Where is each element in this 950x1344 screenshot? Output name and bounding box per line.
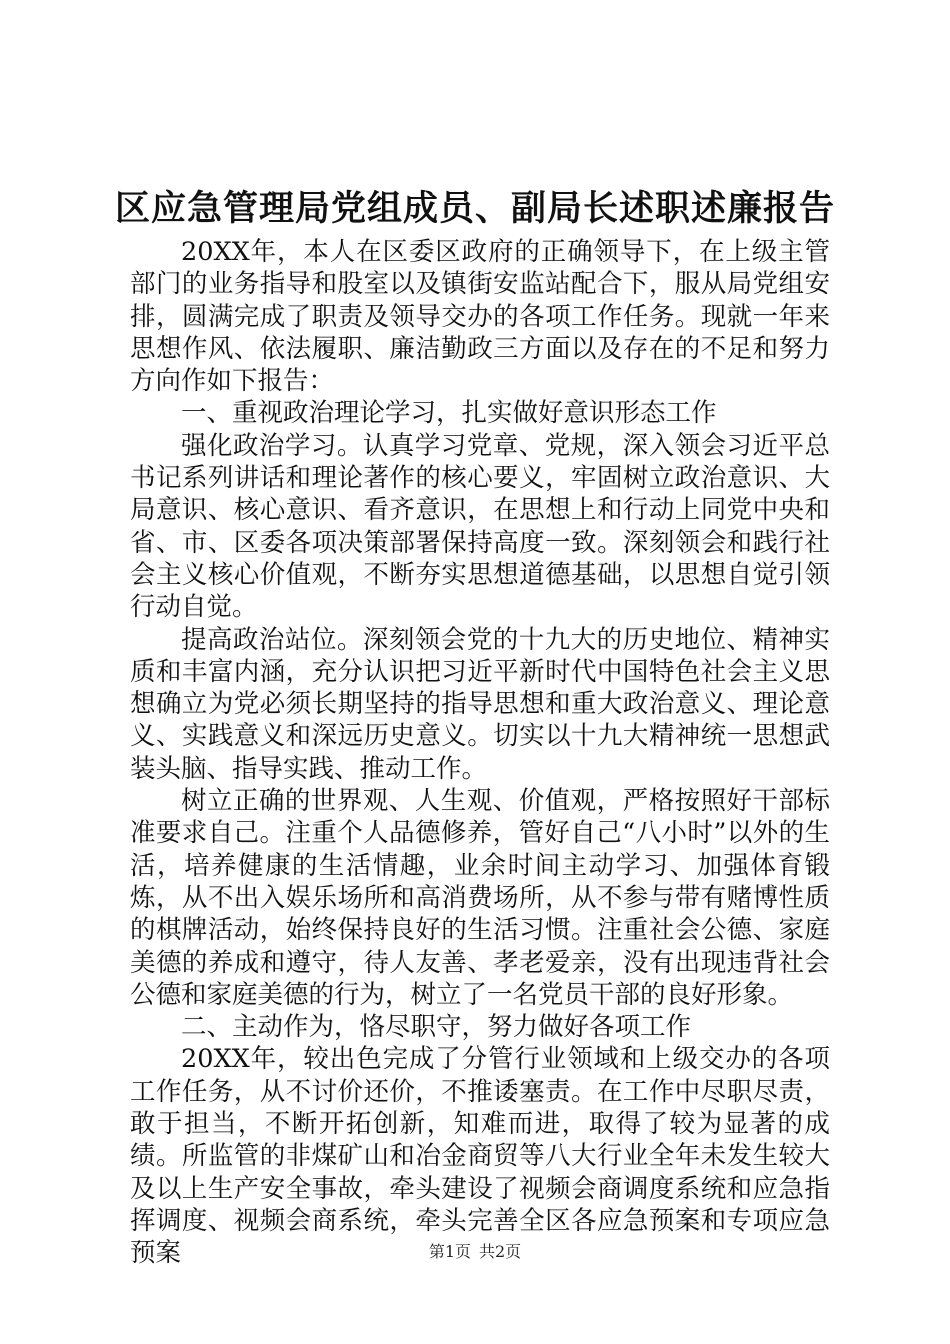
paragraph-work-summary: 20XX年，较出色完成了分管行业领域和上级交办的各项工作任务，从不讨价还价，不推诿塞责。在工作中尽职尽责，敢于担当，不断开拓创新，知难而进，取得了较为显著的成绩。所监管的非煤矿山和冶金商贸等八大行业全年未发生较大及以上生产安全事故，牵头建设了视频会商调度系统和应急指挥调度、视频会商系统，牵头完善全区各应急预案和专项应急预案 xyxy=(130,1044,830,1269)
paragraph-political-study: 强化政治学习。认真学习党章、党规，深入领会习近平总书记系列讲话和理论著作的核心要义，牢固树立政治意识、大局意识、核心意识、看齐意识，在思想上和行动上同党中央和省、市、区委各项决策部署保持高度一致。深刻领会和践行社会主义核心价值观，不断夯实思想道德基础，以思想自觉引领行动自觉。 xyxy=(130,430,830,623)
paragraph-intro: 20XX年，本人在区委区政府的正确领导下，在上级主管部门的业务指导和股室以及镇街安监站配合下，服从局党组安排，圆满完成了职责及领导交办的各项工作任务。现就一年来思想作风、依法履职、廉洁勤政三方面以及存在的不足和努力方向作如下报告： xyxy=(130,237,830,397)
page-footer xyxy=(0,1240,950,1264)
page-total: 共2页 xyxy=(479,1242,522,1261)
document-title: 区应急管理局党组成员、副局长述职述廉报告 xyxy=(114,188,835,229)
document-body xyxy=(130,236,830,1270)
paragraph-political-stance: 提高政治站位。深刻领会党的十九大的历史地位、精神实质和丰富内涵，充分认识把习近平新时代中国特色社会主义思想确立为党必须长期坚持的指导思想和重大政治意义、理论意义、实践意义和深远历史意义。切实以十九大精神统一思想武装头脑、指导实践、推动工作。 xyxy=(130,624,830,784)
section-heading-2: 二、主动作为，恪尽职守，努力做好各项工作 xyxy=(181,1012,692,1043)
page-number: 第1页 xyxy=(428,1242,471,1261)
paragraph-worldview: 树立正确的世界观、人生观、价值观，严格按照好干部标准要求自己。注重个人品德修养，管好自己“八小时”以外的生活，培养健康的生活情趣，业余时间主动学习、加强体育锻炼，从不出入娱乐场所和高消费场所，从不参与带有赌博性质的棋牌活动，始终保持良好的生活习惯。注重社会公德、家庭美德的养成和遵守，待人友善、孝老爱亲，没有出现违背社会公德和家庭美德的行为，树立了一名党员干部的良好形象。 xyxy=(130,786,830,1010)
section-heading-1: 一、重视政治理论学习，扎实做好意识形态工作 xyxy=(181,398,717,429)
